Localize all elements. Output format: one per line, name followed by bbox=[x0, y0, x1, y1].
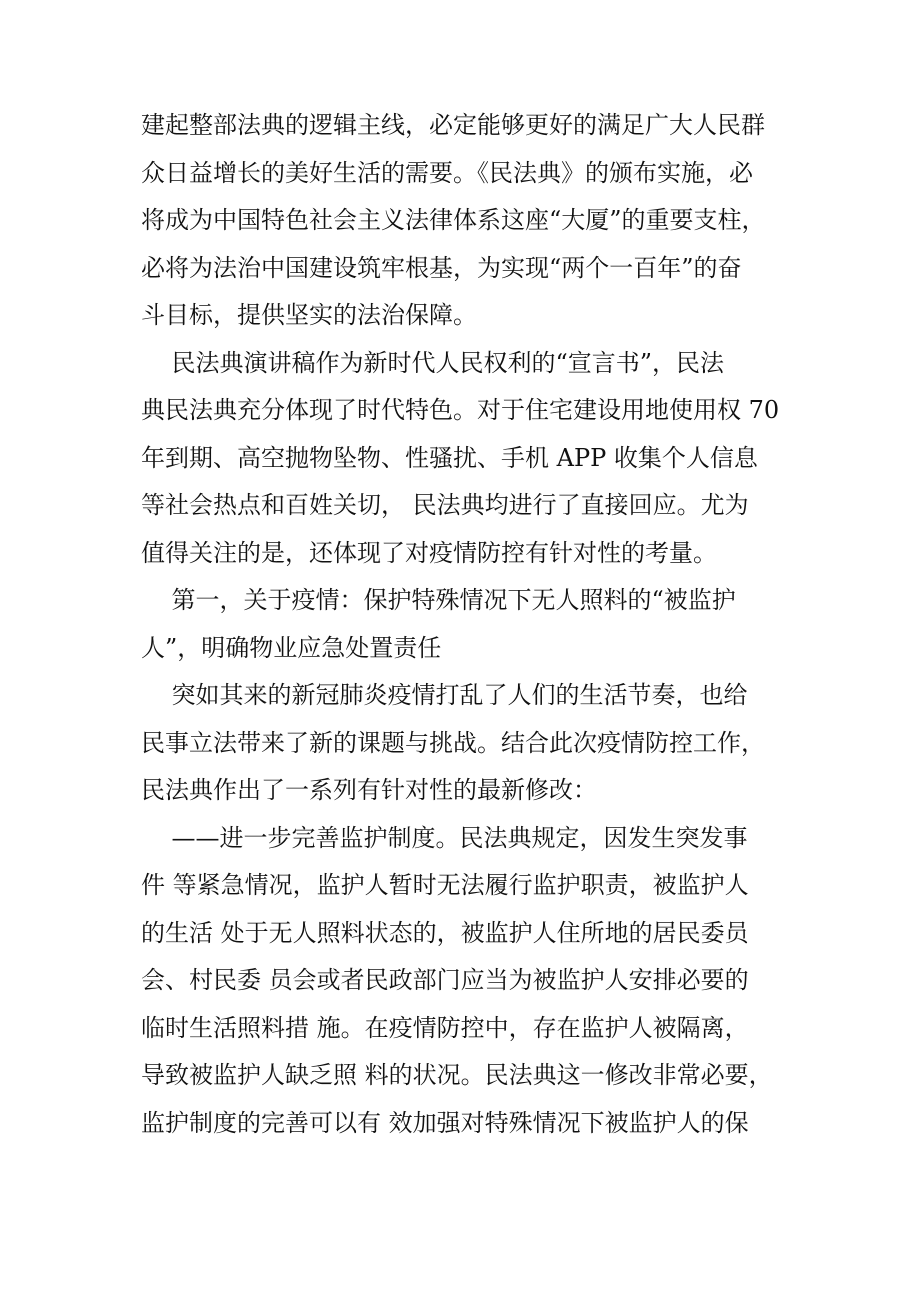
text-line: 民事立法带来了新的课题与挑战。结合此次疫情防控工作， bbox=[141, 728, 765, 757]
text-line: 民法典演讲稿作为新时代人民权利的“宣言书”，民法 bbox=[141, 348, 725, 377]
text-line: 必将为法治中国建设筑牢根基，为实现“两个一百年”的奋 bbox=[141, 253, 742, 282]
text-line: 将成为中国特色社会主义法律体系这座“大厦”的重要支柱， bbox=[141, 206, 766, 234]
text-line: 等社会热点和百姓关切， 民法典均进行了直接回应。尤为 bbox=[141, 491, 749, 519]
text-line: 的生活 处于无人照料状态的，被监护人住所地的居民委员 bbox=[141, 918, 749, 947]
body-text bbox=[141, 102, 781, 1147]
text-line: 监护制度的完善可以有 效加强对特殊情况下被监护人的保 bbox=[141, 1108, 749, 1137]
text-line: 建起整部法典的逻辑主线，必定能够更好的满足广大人民群 bbox=[141, 111, 765, 139]
text-line: 斗目标，提供坚实的法治保障。 bbox=[141, 301, 477, 329]
text-line: 民法典作出了一系列有针对性的最新修改： bbox=[141, 776, 597, 804]
text-line: 临时生活照料措 施。在疫情防控中，存在监护人被隔离， bbox=[141, 1013, 749, 1042]
text-line: 第一，关于疫情：保护特殊情况下无人照料的“被监护 bbox=[141, 586, 736, 614]
text-line: 众日益增长的美好生活的需要。《民法典》的颁布实施，必 bbox=[141, 158, 753, 187]
text-line: 导致被监护人缺乏照 料的状况。民法典这一修改非常必要， bbox=[141, 1061, 773, 1089]
text-line: ——进一步完善监护制度。民法典规定，因发生突发事 bbox=[141, 823, 748, 852]
text-line: 值得关注的是，还体现了对疫情防控有针对性的考量。 bbox=[141, 538, 717, 567]
text-line: 典民法典充分体现了时代特色。对于住宅建设用地使用权 70 bbox=[141, 396, 780, 424]
text-line: 突如其来的新冠肺炎疫情打乱了人们的生活节奏，也给 bbox=[141, 681, 748, 709]
text-line: 件 等紧急情况，监护人暂时无法履行监护职责，被监护人 bbox=[141, 871, 749, 899]
text-line: 年到期、高空抛物坠物、性骚扰、手机 APP 收集个人信息 bbox=[141, 443, 758, 472]
text-line: 人”，明确物业应急处置责任 bbox=[141, 633, 442, 662]
text-line: 会、村民委 员会或者民政部门应当为被监护人安排必要的 bbox=[141, 966, 749, 994]
